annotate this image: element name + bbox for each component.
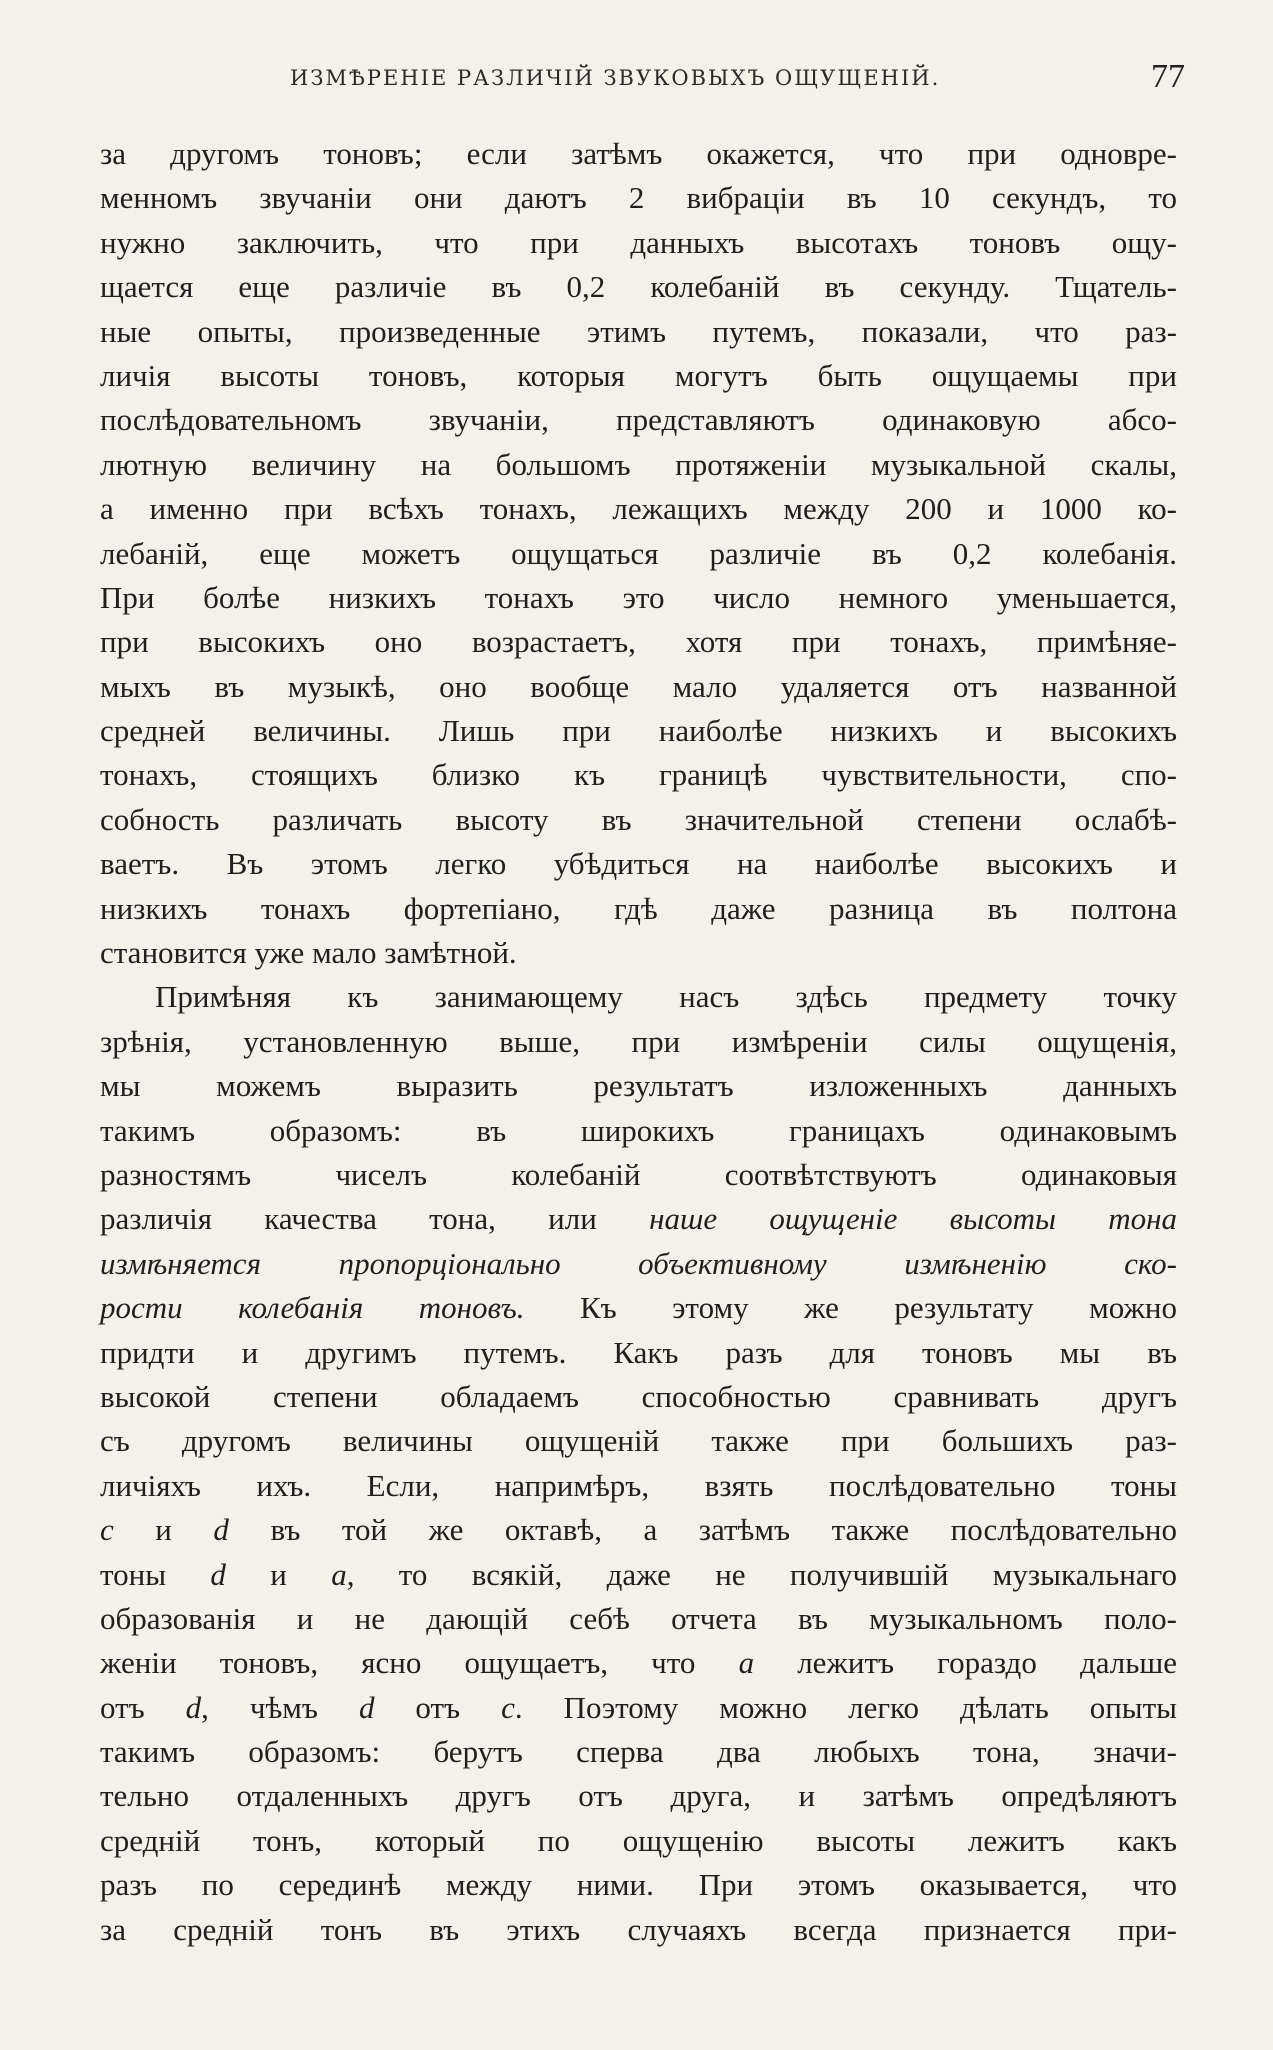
note-letter: a (738, 1645, 755, 1681)
text-line: ные опыты, произведенные этимъ путемъ, показали, что раз- (100, 313, 1177, 349)
running-title: ИЗМѢРЕНІЕ РАЗЛИЧІЙ ЗВУКОВЫХЪ ОЩУЩЕНІЙ. (290, 66, 941, 90)
text-line: отъ d, чѣмъ d отъ c. Поэтому можно легко дѣлать опыты (100, 1689, 1177, 1725)
text-line: высокой степени обладаемъ способностью сравнивать другъ (100, 1378, 1177, 1414)
text-line: придти и другимъ путемъ. Какъ разъ для тоновъ мы въ (100, 1334, 1177, 1370)
text-line (100, 1242, 1177, 1286)
text-line: низкихъ тонахъ фортепіано, гдѣ даже разница въ полтона (100, 890, 1177, 926)
note-letter: d (185, 1689, 202, 1725)
text-line: личіяхъ ихъ. Если, напримѣръ, взять послѣдовательно тоны (100, 1467, 1177, 1503)
text-line: личія высоты тоновъ, которыя могутъ быть ощущаемы при (100, 357, 1177, 393)
text-line: ваетъ. Въ этомъ легко убѣдиться на наиболѣе высокихъ и (100, 846, 1177, 882)
text-line: При болѣе низкихъ тонахъ это число немного уменьшается, (100, 579, 1177, 615)
text-line: разностямъ чиселъ колебаній соотвѣтствуютъ одинаковыя (100, 1156, 1177, 1192)
text-line: щается еще различіе въ 0,2 колебаній въ секунду. Тщатель- (100, 269, 1177, 305)
text-line: различія качества тона, или наше ощущеніе высоты тона (100, 1201, 1178, 1237)
note-letter: d (210, 1556, 226, 1592)
text-line: а именно при всѣхъ тонахъ, лежащихъ между 200 и 1000 ко- (100, 491, 1177, 527)
note-letter: a (331, 1556, 347, 1592)
text-line: зрѣнія, установленную выше, при измѣреніи силы ощущенія, (100, 1023, 1177, 1059)
emphasis-text: рости колебанія тоновъ. (100, 1290, 525, 1326)
text-line: образованія и не дающій себѣ отчета въ музыкальномъ поло- (100, 1600, 1177, 1636)
text-line: c и d въ той же октавѣ, а затѣмъ также послѣдовательно (100, 1512, 1177, 1548)
text-line: послѣдовательномъ звучаніи, представляютъ одинаковую абсо- (100, 402, 1177, 438)
text-line: такимъ образомъ: въ широкихъ границахъ одинаковымъ (100, 1112, 1177, 1148)
running-header (100, 58, 1185, 98)
emphasis-text: наше ощущеніе высоты тона (649, 1201, 1178, 1237)
note-letter: d (213, 1512, 229, 1548)
text-line: средней величины. Лишь при наиболѣе низкихъ и высокихъ (100, 713, 1177, 749)
text-line: мы можемъ выразить результатъ изложенныхъ данныхъ (100, 1068, 1177, 1104)
paragraph-end-line: становится уже мало замѣтной. (100, 935, 517, 971)
page-number: 77 (1151, 58, 1185, 95)
text-line: тоны d и a, то всякій, даже не получившій музыкальнаго (100, 1556, 1178, 1592)
paragraph-start-line: Примѣняя къ занимающему насъ здѣсь предмету точку (155, 979, 1177, 1015)
text-line: такимъ образомъ: берутъ сперва два любыхъ тона, значи- (100, 1734, 1177, 1770)
text-line: женіи тоновъ, ясно ощущаетъ, что a лежитъ гораздо дальше (100, 1645, 1177, 1681)
text-line: при высокихъ оно возрастаетъ, хотя при тонахъ, примѣняе- (100, 624, 1177, 660)
note-letter: c (501, 1689, 515, 1725)
text-line: мыхъ въ музыкѣ, оно вообще мало удаляется отъ названной (100, 668, 1177, 704)
note-letter: d (358, 1689, 375, 1725)
text-line: средній тонъ, который по ощущенію высоты лежитъ какъ (100, 1822, 1177, 1858)
text-line: лютную величину на большомъ протяженіи музыкальной скалы, (100, 446, 1177, 482)
body-text (100, 132, 1177, 1952)
text-line: менномъ звучаніи они даютъ 2 вибраціи въ 10 секундъ, то (100, 180, 1177, 216)
text-line: тонахъ, стоящихъ близко къ границѣ чувствительности, спо- (100, 757, 1177, 793)
text-line: за средній тонъ въ этихъ случаяхъ всегда признается при- (100, 1911, 1177, 1947)
text-line: лебаній, еще можетъ ощущаться различіе въ 0,2 колебанія. (100, 535, 1177, 571)
text-line: съ другомъ величины ощущеній также при большихъ раз- (100, 1423, 1177, 1459)
note-letter: c (100, 1512, 114, 1548)
text-line: собность различать высоту въ значительной степени ослабѣ- (100, 801, 1177, 837)
text-line: тельно отдаленныхъ другъ отъ друга, и затѣмъ опредѣляютъ (100, 1778, 1177, 1814)
emphasis-text: измѣняется пропорціонально объективному измѣненію ско- (100, 1245, 1177, 1281)
text-line: нужно заключить, что при данныхъ высотахъ тоновъ ощу- (100, 224, 1177, 260)
text-line: за другомъ тоновъ; если затѣмъ окажется, что при одновре- (100, 136, 1177, 171)
text-line: разъ по серединѣ между ними. При этомъ оказывается, что (100, 1867, 1177, 1903)
text-line: рости колебанія тоновъ. Къ этому же результату можно (100, 1290, 1177, 1326)
